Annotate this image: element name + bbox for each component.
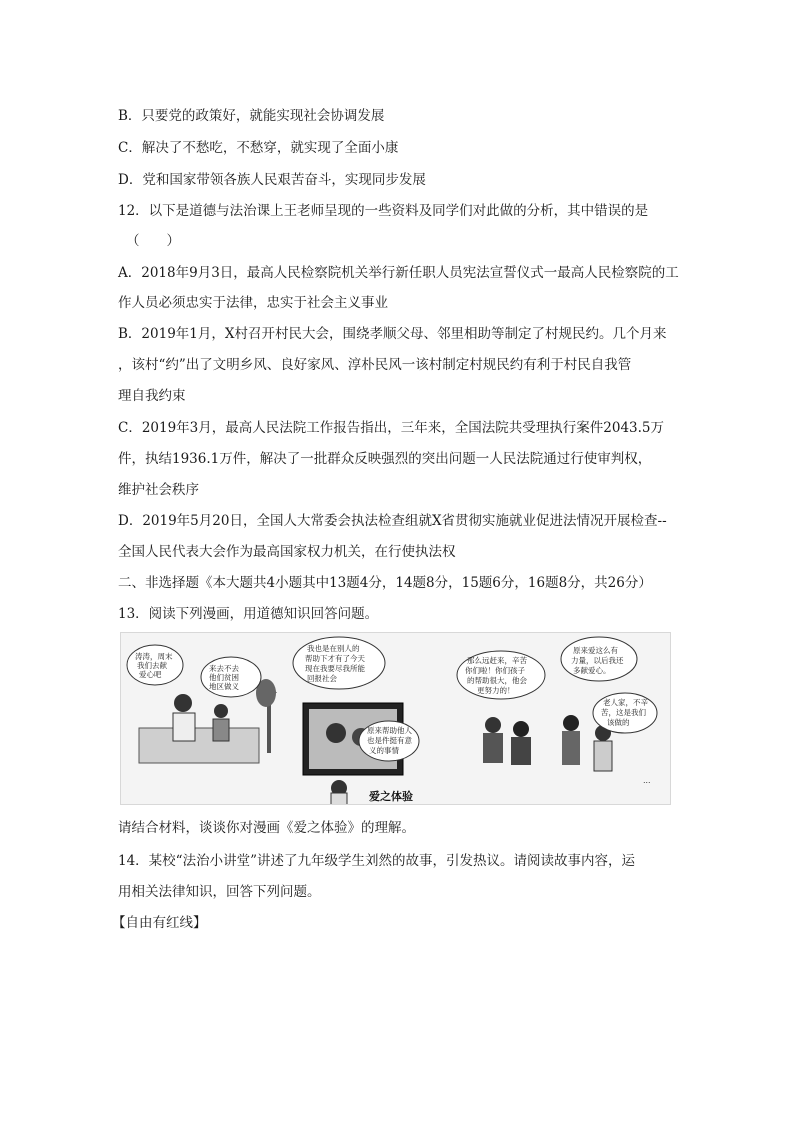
- bubble-1-line1: 涛涛，周末: [135, 652, 173, 661]
- question-14-stem-line1: 14．某校“法治小讲堂”讲述了九年级学生刘然的故事，引发热议。请阅读故事内容，运: [118, 853, 635, 869]
- option-d-line: D．党和国家带领各族人民艰苦奋斗，实现同步发展: [118, 172, 426, 188]
- bubble-4-line2: 也是件挺有意: [367, 736, 412, 745]
- q12-option-b-line3: 理自我约束: [118, 388, 186, 404]
- bubble-6-line2: 力量，以后我还: [571, 656, 624, 665]
- bubble-5-line1: 那么远赶来，辛苦: [467, 656, 527, 665]
- story-heading: 【自由有红线】: [112, 915, 207, 931]
- bubble-2-line3: 地区做义: [209, 682, 239, 691]
- bubble-3-line2: 帮助下才有了今天: [305, 654, 365, 663]
- q12-option-b-line2: ，该村“约”出了文明乡风、良好家风、淳朴民风一该村制定村规民约有利于村民自我管: [118, 357, 632, 373]
- q12-option-c-line3: 维护社会秩序: [118, 482, 199, 498]
- comic-caption: 爱之体验: [369, 790, 413, 803]
- option-c-line: C．解决了不愁吃，不愁穿，就实现了全面小康: [118, 140, 399, 156]
- bubble-3-line3: 现在我要尽我所能: [305, 664, 365, 673]
- bubble-7-line1: 老人家，不辛: [603, 698, 648, 707]
- bubble-1-line2: 我们去献: [137, 661, 167, 670]
- question-13-stem: 13．阅读下列漫画，用道德知识回答问题。: [118, 606, 379, 622]
- question-12-stem: 12．以下是道德与法治课上王老师呈现的一些资料及同学们对此做的分析，其中错误的是: [118, 203, 649, 219]
- q12-option-b-line1: B．2019年1月，X村召开村民大会，围绕孝顺父母、邻里相助等制定了村规民约。几个月来: [118, 326, 667, 342]
- bubble-3-line4: 回报社会: [307, 674, 337, 683]
- comic-ellipsis: …: [643, 776, 651, 785]
- bubble-6-line1: 原来爱这么有: [573, 646, 618, 655]
- bubble-1-line3: 爱心吧: [139, 670, 162, 679]
- comic-panel-visit: [457, 637, 657, 785]
- option-b-line: B．只要党的政策好，就能实现社会协调发展: [118, 108, 385, 124]
- bubble-5-line4: 更努力的！: [477, 686, 515, 695]
- comic-love-experience: [120, 632, 671, 805]
- bubble-5-line3: 的帮助很大，他会: [467, 676, 527, 685]
- bubble-3-line1: 我也是在别人的: [307, 644, 360, 653]
- q12-option-c-line1: C．2019年3月，最高人民法院工作报告指出，三年来，全国法院共受理执行案件2043.5万: [118, 420, 665, 436]
- bubble-4-line1: 原来帮助他人: [367, 726, 412, 735]
- question-13-prompt: 请结合材料，谈谈你对漫画《爱之体验》的理解。: [118, 820, 415, 836]
- bubble-5-line2: 你们啦！你们孩子: [465, 666, 525, 675]
- bubble-2-line2: 他们贫困: [209, 673, 239, 682]
- q12-option-c-line2: 件，执结1936.1万件，解决了一批群众反映强烈的突出问题一人民法院通过行使审判权，: [118, 451, 652, 467]
- comic-panel-living-room: [127, 645, 277, 763]
- q12-option-a-line1: A．2018年9月3日，最高人民检察院机关举行新任职人员宪法宣誓仪式一最高人民检察院的工: [118, 265, 679, 281]
- answer-blank: （ ）: [126, 233, 180, 249]
- section-two-heading: 二、非选择题《本大题共4小题其中13题4分，14题8分，15题6分，16题8分，共26分）: [118, 575, 652, 591]
- question-14-stem-line2: 用相关法律知识，回答下列问题。: [118, 884, 321, 900]
- bubble-4-line3: 义的事情: [369, 746, 399, 755]
- bubble-6-line3: 多献爱心。: [573, 666, 611, 675]
- bubble-7-line3: 该做的: [607, 718, 630, 727]
- comic-panel-tv: [293, 637, 419, 805]
- q12-option-d-line2: 全国人民代表大会作为最高国家权力机关，在行使执法权: [118, 544, 456, 560]
- bubble-7-line2: 苦，这是我们: [601, 708, 646, 717]
- bubble-2-line1: 来去不去: [209, 664, 239, 673]
- q12-option-d-line1: D．2019年5月20日，全国人大常委会执法检查组就X省贯彻实施就业促进法情况开展检查--: [118, 513, 667, 529]
- q12-option-a-line2: 作人员必须忠实于法律，忠实于社会主义事业: [118, 295, 388, 311]
